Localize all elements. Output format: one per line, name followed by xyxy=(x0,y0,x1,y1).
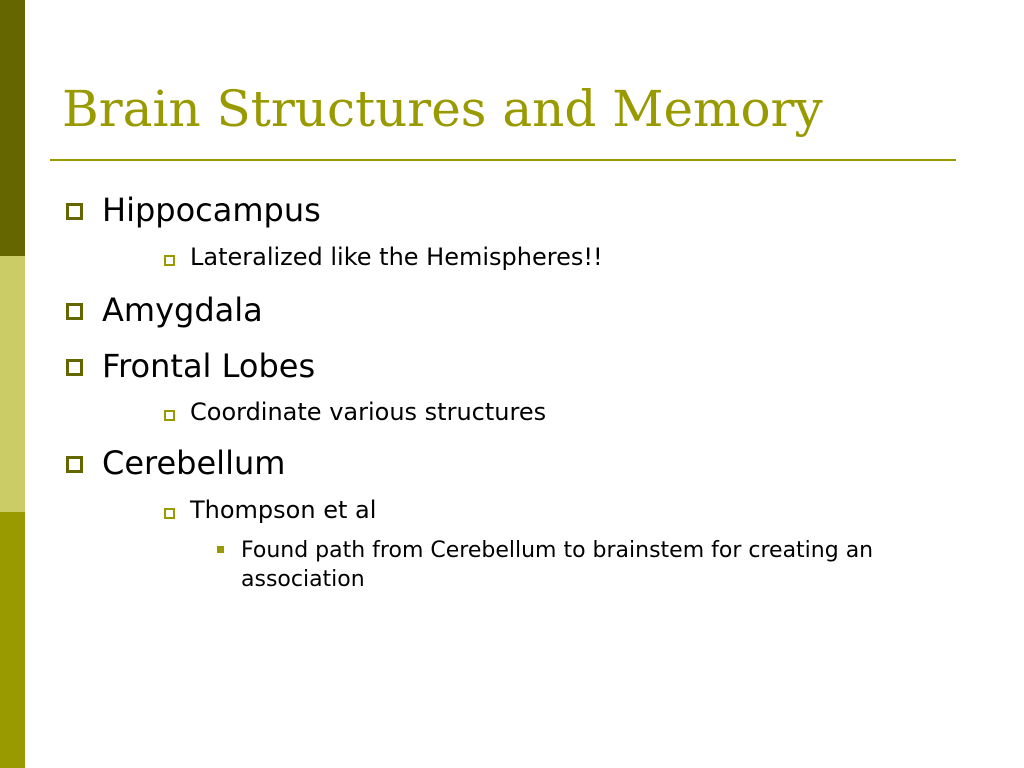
sub-sub-bullet-found-path: Found path from Cerebellum to brainstem for creating an association xyxy=(241,538,874,592)
small-hollow-square-bullet-icon xyxy=(164,410,175,421)
sub-bullet-coordinate: Coordinate various structures xyxy=(190,398,547,426)
slide-title: Brain Structures and Memory xyxy=(62,80,823,138)
small-hollow-square-bullet-icon xyxy=(164,508,175,519)
sub-bullet-thompson: Thompson et al xyxy=(190,496,377,524)
bullet-frontal-lobes: Frontal Lobes xyxy=(102,347,316,385)
sidebar-stripe-dark xyxy=(0,0,25,256)
filled-square-bullet-icon xyxy=(217,546,224,553)
sidebar-stripe-light xyxy=(0,256,25,512)
small-hollow-square-bullet-icon xyxy=(164,255,175,266)
hollow-square-bullet-icon xyxy=(66,203,83,220)
sidebar-stripe-olive xyxy=(0,512,25,768)
bullet-amygdala: Amygdala xyxy=(102,291,263,329)
sub-bullet-lateralized: Lateralized like the Hemispheres!! xyxy=(190,243,603,271)
title-divider xyxy=(50,159,956,161)
hollow-square-bullet-icon xyxy=(66,359,83,376)
bullet-cerebellum: Cerebellum xyxy=(102,444,286,482)
bullet-hippocampus: Hippocampus xyxy=(102,191,321,229)
hollow-square-bullet-icon xyxy=(66,303,83,320)
hollow-square-bullet-icon xyxy=(66,456,83,473)
